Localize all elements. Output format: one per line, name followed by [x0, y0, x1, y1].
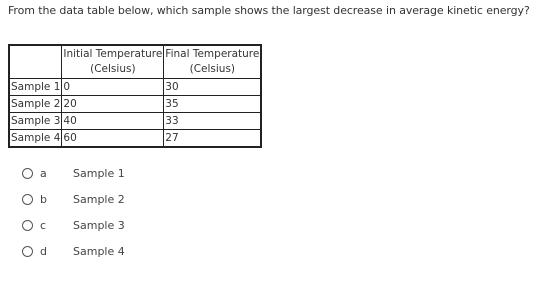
answer-option-a[interactable] — [22, 167, 222, 193]
initial-temperature-cell: 0 — [62, 79, 164, 96]
header-final-line2: (Celsius) — [189, 63, 236, 75]
answer-option-b[interactable] — [22, 193, 222, 219]
option-label: Sample 2 — [73, 193, 125, 206]
header-initial-line1: Initial Temperature — [63, 48, 163, 60]
option-letter: a — [40, 167, 47, 180]
table-row — [9, 79, 261, 96]
header-final-line1: Final Temperature — [165, 48, 260, 60]
option-label: Sample 4 — [73, 245, 125, 258]
data-table — [8, 44, 262, 148]
table-header-corner — [9, 45, 62, 79]
row-label: Sample 2 — [9, 96, 62, 113]
radio-button-b[interactable] — [22, 194, 33, 205]
radio-button-d[interactable] — [22, 246, 33, 257]
table-row — [9, 113, 261, 130]
answer-option-d[interactable] — [22, 245, 222, 271]
radio-button-a[interactable] — [22, 168, 33, 179]
final-temperature-cell: 27 — [164, 130, 262, 148]
initial-temperature-cell: 60 — [62, 130, 164, 148]
table-row — [9, 130, 261, 148]
question-text: From the data table below, which sample shows the largest decrease in average kinetic energy? — [8, 4, 530, 17]
answer-options — [22, 167, 222, 271]
option-label: Sample 1 — [73, 167, 125, 180]
initial-temperature-cell: 40 — [62, 113, 164, 130]
table-row — [9, 96, 261, 113]
final-temperature-cell: 35 — [164, 96, 262, 113]
option-letter: c — [40, 219, 47, 232]
table-header-final-temperature — [164, 45, 262, 79]
radio-button-c[interactable] — [22, 220, 33, 231]
header-initial-line2: (Celsius) — [90, 63, 136, 75]
option-label: Sample 3 — [73, 219, 125, 232]
table-header-initial-temperature — [62, 45, 164, 79]
row-label: Sample 1 — [9, 79, 62, 96]
option-letter: d — [40, 245, 47, 258]
row-label: Sample 3 — [9, 113, 62, 130]
table-header-row — [9, 45, 261, 79]
option-letter: b — [40, 193, 47, 206]
final-temperature-cell: 33 — [164, 113, 262, 130]
answer-option-c[interactable] — [22, 219, 222, 245]
row-label: Sample 4 — [9, 130, 62, 148]
initial-temperature-cell: 20 — [62, 96, 164, 113]
final-temperature-cell: 30 — [164, 79, 262, 96]
